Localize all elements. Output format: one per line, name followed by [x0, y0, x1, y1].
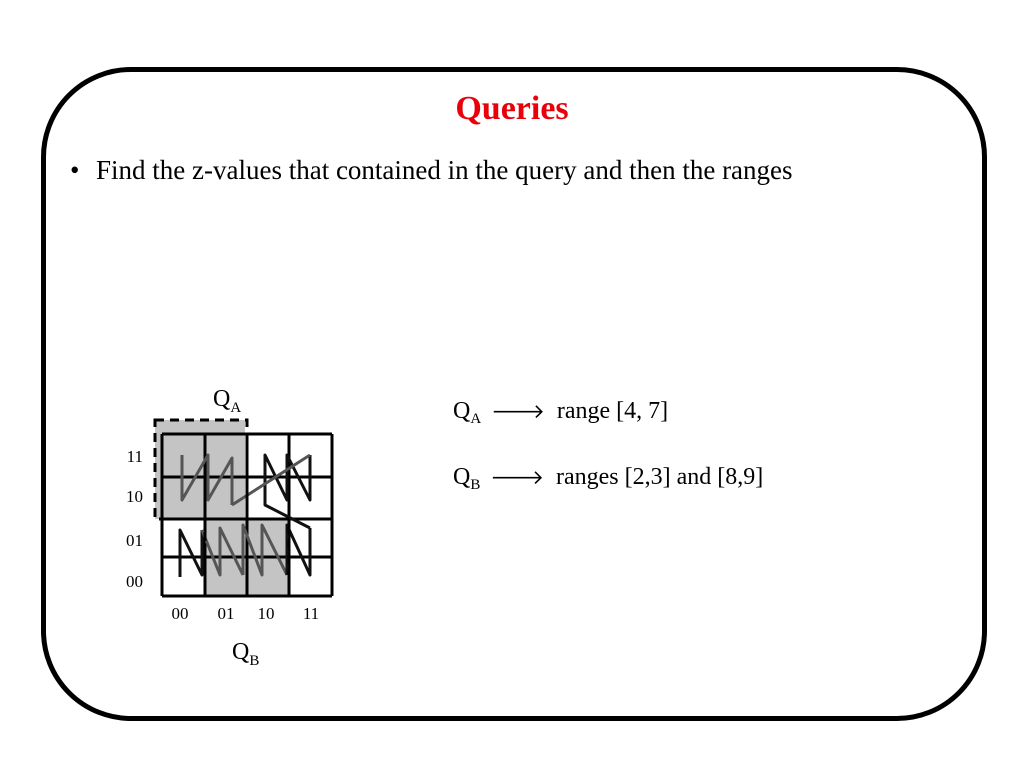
qb-result-letter: Q — [453, 464, 471, 490]
right-arrow-icon: 🡒 — [491, 399, 545, 423]
column-labels — [172, 604, 320, 623]
qb-result — [453, 464, 763, 494]
bullet-text: Find the z-values that contained in the query and then the ranges — [96, 155, 793, 185]
column-label: 10 — [257, 604, 275, 623]
row-label: 10 — [126, 487, 143, 506]
slide-title: Queries — [455, 90, 569, 127]
qb-result-text: ranges [2,3] and [8,9] — [556, 464, 764, 490]
qa-label: $Q_A$ — [213, 386, 242, 416]
qa-result-text: range [4, 7] — [556, 398, 669, 424]
row-label: 01 — [126, 531, 143, 550]
bullet-marker: • — [70, 155, 80, 185]
row-labels — [126, 447, 143, 591]
row-label: 00 — [126, 572, 143, 591]
qa-result — [453, 398, 668, 428]
qb-label: $Q_B$ — [232, 639, 260, 669]
column-label: 00 — [171, 604, 189, 623]
column-label: 01 — [217, 604, 235, 623]
qa-result-sub: A — [470, 411, 482, 427]
qb-result-sub: B — [470, 477, 481, 493]
row-label: 11 — [126, 447, 143, 466]
column-label: 11 — [302, 604, 320, 623]
qa-result-letter: Q — [453, 398, 471, 424]
right-arrow-icon: 🡒 — [490, 465, 544, 489]
